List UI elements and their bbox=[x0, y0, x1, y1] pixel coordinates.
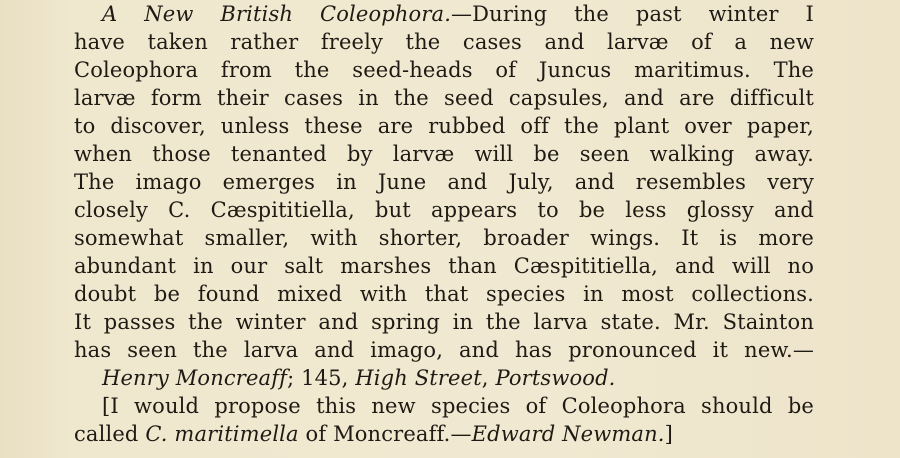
text-segment: doubt be found mixed with that species in most collections. bbox=[74, 282, 814, 306]
text-line bbox=[74, 168, 814, 196]
text-segment: somewhat smaller, with shorter, broader wings. It is more bbox=[74, 226, 814, 250]
text-segment: It passes the winter and spring in the larva state. Mr. Stainton bbox=[74, 310, 814, 334]
text-line bbox=[74, 0, 814, 28]
text-line bbox=[74, 392, 814, 420]
text-line bbox=[74, 420, 814, 448]
text-line bbox=[74, 196, 814, 224]
italic-segment: High Street bbox=[355, 366, 482, 390]
text-line bbox=[74, 280, 814, 308]
text-segment: has seen the larva and imago, and has pronounced it new.— bbox=[74, 338, 814, 362]
italic-segment: A New British Coleophora. bbox=[102, 2, 452, 26]
text-segment: closely C. Cæspititiella, but appears to be less glossy and bbox=[74, 198, 814, 222]
text-segment: [I would propose this new species of Coleophora should be bbox=[102, 394, 814, 418]
text-line bbox=[74, 28, 814, 56]
text-segment: —During the past winter I bbox=[451, 2, 814, 26]
text-segment: abundant in our salt marshes than Cæspititiella, and will no bbox=[74, 254, 814, 278]
text-line bbox=[74, 56, 814, 84]
text-segment: to discover, unless these are rubbed off the plant over paper, bbox=[74, 114, 814, 138]
text-segment: larvæ form their cases in the seed capsules, and are difficult bbox=[74, 86, 814, 110]
text-segment: called bbox=[74, 422, 146, 446]
text-segment: , bbox=[481, 366, 496, 390]
text-segment: have taken rather freely the cases and larvæ of a new bbox=[74, 30, 814, 54]
text-line bbox=[74, 140, 814, 168]
italic-segment: C. maritimella bbox=[145, 422, 299, 446]
text-segment: of Moncreaff.— bbox=[298, 422, 472, 446]
text-segment: The imago emerges in June and July, and resembles very bbox=[74, 170, 814, 194]
article-text bbox=[74, 0, 814, 448]
text-segment: ; 145, bbox=[287, 366, 356, 390]
text-line bbox=[74, 224, 814, 252]
italic-segment: Portswood. bbox=[495, 366, 616, 390]
text-line bbox=[74, 252, 814, 280]
text-line bbox=[74, 364, 814, 392]
text-segment: Coleophora from the seed-heads of Juncus maritimus. The bbox=[74, 58, 814, 82]
text-line bbox=[74, 112, 814, 140]
italic-segment: Henry Moncreaff bbox=[102, 366, 288, 390]
text-segment: when those tenanted by larvæ will be seen walking away. bbox=[74, 142, 814, 166]
text-line bbox=[74, 84, 814, 112]
italic-segment: Edward Newman. bbox=[471, 422, 665, 446]
text-line bbox=[74, 336, 814, 364]
text-line bbox=[74, 308, 814, 336]
text-segment: ] bbox=[664, 422, 673, 446]
